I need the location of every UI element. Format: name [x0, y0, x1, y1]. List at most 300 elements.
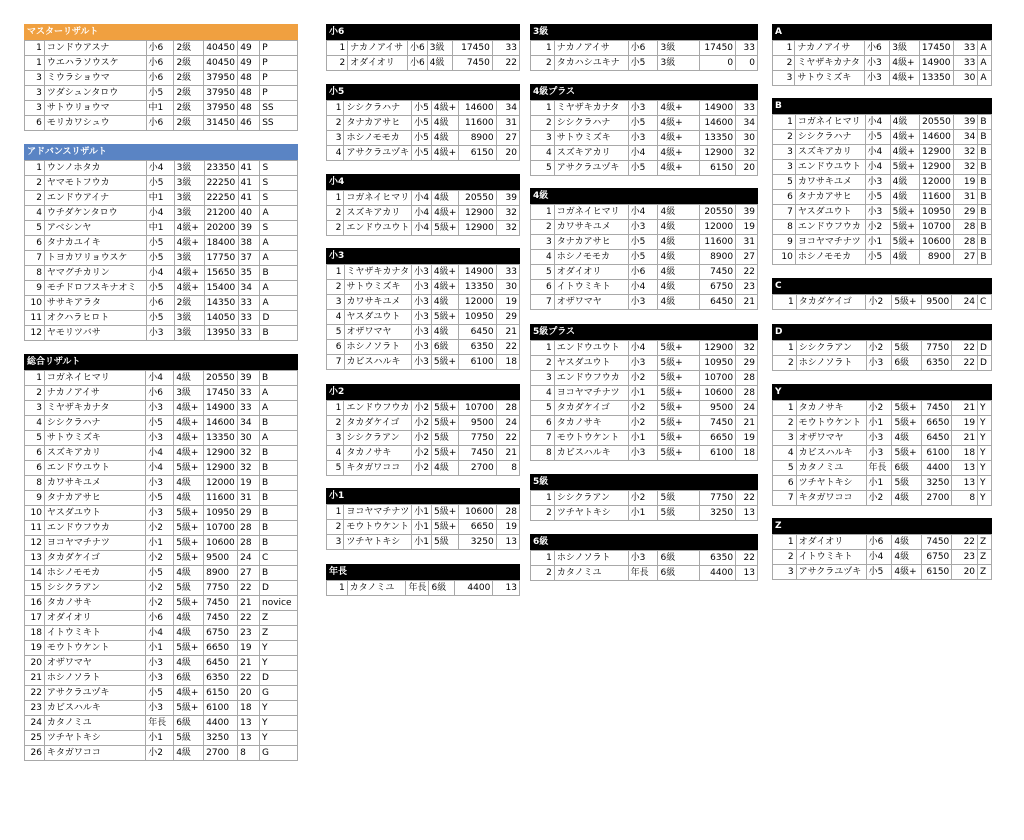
score-cell: 6650 — [459, 520, 496, 535]
count-cell: 41 — [238, 161, 260, 176]
kyu-cell: 4級+ — [174, 686, 204, 701]
table-row — [327, 401, 520, 416]
grade-cell: 小5 — [146, 176, 174, 191]
table-row — [773, 446, 992, 461]
kyu-cell: 4級+ — [890, 145, 920, 160]
class-cell: A — [260, 401, 298, 416]
score-cell: 10600 — [700, 386, 736, 401]
class-cell: C — [260, 551, 298, 566]
score-cell: 6350 — [922, 356, 952, 371]
table-row — [25, 656, 298, 671]
grade-cell: 小2 — [146, 596, 174, 611]
grade-cell: 小4 — [146, 371, 174, 386]
rank-cell: 4 — [327, 146, 344, 161]
count-cell: 21 — [238, 596, 260, 611]
count-cell: 39 — [736, 205, 758, 220]
name-cell: ホシノソラト — [44, 671, 145, 686]
rank-cell: 3 — [25, 101, 45, 116]
kyu-cell: 5級+ — [174, 551, 204, 566]
grade-cell: 小4 — [146, 266, 174, 281]
rank-cell: 22 — [25, 686, 45, 701]
count-cell: 22 — [496, 431, 519, 446]
grade-cell: 小6 — [865, 41, 890, 56]
rank-cell: 6 — [25, 446, 45, 461]
grade-cell: 小3 — [412, 295, 432, 310]
table-row — [25, 71, 298, 86]
rank-cell: 4 — [531, 386, 555, 401]
grade-cell: 小2 — [628, 416, 658, 431]
count-cell: 32 — [496, 221, 519, 236]
score-cell: 11600 — [700, 235, 736, 250]
name-cell: オザワマヤ — [796, 431, 866, 446]
kyu-cell: 5級+ — [431, 310, 458, 325]
name-cell: タナカアサヒ — [44, 491, 145, 506]
score-cell: 17450 — [700, 41, 736, 56]
table-row — [327, 206, 520, 221]
grade-cell: 小5 — [865, 130, 890, 145]
grade-cell: 小5 — [628, 235, 658, 250]
rank-cell: 1 — [773, 341, 797, 356]
name-cell: ミヤザキカナタ — [344, 265, 412, 280]
grade-cell: 小4 — [865, 115, 890, 130]
score-cell: 13350 — [700, 131, 736, 146]
name-cell: エンドウフウカ — [344, 401, 412, 416]
grade-cell: 小3 — [866, 446, 892, 461]
score-cell: 2700 — [204, 746, 238, 761]
overall-result-section — [24, 354, 298, 761]
class-cell: Y — [978, 446, 992, 461]
count-cell: 24 — [238, 551, 260, 566]
grade-cell: 小5 — [865, 190, 890, 205]
count-cell: 8 — [238, 746, 260, 761]
table-row — [531, 116, 758, 131]
table-row — [25, 491, 298, 506]
grade-cell: 小6 — [146, 386, 174, 401]
table-row — [327, 340, 520, 355]
score-cell: 3250 — [204, 731, 238, 746]
count-cell: 18 — [952, 446, 978, 461]
class-cell: G — [260, 746, 298, 761]
name-cell: ヤマモトフウカ — [44, 176, 146, 191]
table-row — [531, 265, 758, 280]
table-row — [327, 56, 520, 71]
rank-cell: 8 — [25, 266, 45, 281]
result-table — [530, 204, 758, 310]
rank-cell: 8 — [773, 220, 796, 235]
name-cell: ヤスダユウト — [44, 506, 145, 521]
class-cell: S — [260, 191, 298, 206]
section-title: D — [772, 324, 992, 340]
name-cell: シシクラハナ — [44, 416, 145, 431]
count-cell: 19 — [238, 476, 260, 491]
rank-cell: 14 — [25, 566, 45, 581]
class-cell: P — [260, 41, 298, 56]
grade-cell: 小1 — [628, 386, 658, 401]
score-cell: 11600 — [920, 190, 954, 205]
name-cell: タカダケイゴ — [796, 295, 866, 310]
kyu-cell: 4級 — [658, 220, 700, 235]
rank-cell: 3 — [773, 431, 797, 446]
kyu-cell: 4級+ — [658, 161, 700, 176]
score-cell: 15650 — [204, 266, 238, 281]
score-cell: 37950 — [204, 71, 238, 86]
count-cell: 22 — [952, 341, 978, 356]
table-row — [25, 566, 298, 581]
count-cell: 22 — [736, 551, 758, 566]
grade-cell: 小4 — [628, 341, 658, 356]
name-cell: タカダケイゴ — [344, 416, 412, 431]
result-table — [326, 190, 520, 236]
score-cell: 8900 — [700, 250, 736, 265]
class-cell: A — [978, 71, 992, 86]
section-title: 小4 — [326, 174, 520, 190]
grade-cell: 小5 — [628, 56, 658, 71]
rank-cell: 7 — [773, 205, 796, 220]
score-cell: 20550 — [700, 205, 736, 220]
class-cell: Y — [260, 731, 298, 746]
name-cell: カワサキユメ — [44, 476, 145, 491]
score-cell: 7450 — [204, 611, 238, 626]
name-cell: アベシンヤ — [44, 221, 146, 236]
score-cell: 6750 — [922, 550, 952, 565]
kyu-cell: 4級 — [892, 431, 922, 446]
result-table — [326, 40, 520, 71]
table-row — [531, 566, 758, 581]
grade-cell: 小5 — [412, 146, 432, 161]
rank-cell: 5 — [327, 325, 345, 340]
result-table — [772, 400, 992, 506]
kyu-cell: 5級+ — [892, 416, 922, 431]
grade-cell: 小3 — [146, 401, 174, 416]
score-cell: 37950 — [204, 86, 238, 101]
class-cell: D — [260, 671, 298, 686]
count-cell: 30 — [953, 71, 978, 86]
grade-cell: 小4 — [628, 205, 658, 220]
name-cell: エンドウユウト — [44, 461, 145, 476]
kyu-cell: 3級 — [174, 386, 204, 401]
result-table — [530, 100, 758, 176]
score-cell: 6450 — [459, 325, 496, 340]
table-row — [773, 56, 992, 71]
table-row — [25, 161, 298, 176]
score-cell: 23350 — [204, 161, 238, 176]
rank-cell: 6 — [531, 416, 555, 431]
count-cell: 48 — [238, 86, 260, 101]
score-cell: 12900 — [920, 160, 954, 175]
name-cell: エンドウフウカ — [795, 220, 865, 235]
rank-cell: 5 — [327, 461, 344, 476]
class-cell: Y — [978, 416, 992, 431]
kyu-cell: 2級 — [174, 101, 204, 116]
rank-cell: 7 — [25, 251, 45, 266]
score-cell: 8900 — [920, 250, 954, 265]
grade2-section — [326, 384, 520, 476]
rank-cell: 6 — [531, 280, 555, 295]
class-cell: P — [260, 71, 298, 86]
count-cell: 35 — [238, 266, 260, 281]
kyu-cell: 5級 — [892, 341, 922, 356]
class-cell: Y — [260, 641, 298, 656]
score-cell: 6150 — [204, 686, 238, 701]
name-cell: エンドウユウト — [344, 221, 412, 236]
count-cell: 22 — [238, 671, 260, 686]
kyu-cell: 4級+ — [174, 221, 204, 236]
count-cell: 24 — [496, 416, 519, 431]
grade-cell: 小2 — [628, 491, 658, 506]
class-cell: Y — [978, 476, 992, 491]
name-cell: シシクラアン — [344, 431, 412, 446]
section-title: 小2 — [326, 384, 520, 400]
name-cell: ホシノソラト — [796, 356, 866, 371]
master-result-section — [24, 24, 298, 131]
class-cell: SS — [260, 116, 298, 131]
rank-cell: 2 — [327, 206, 344, 221]
grade-cell: 小1 — [628, 506, 658, 521]
count-cell: 22 — [736, 265, 758, 280]
section-title: B — [772, 98, 992, 114]
kyu-cell: 4級 — [658, 280, 700, 295]
kyu-cell: 5級 — [174, 731, 204, 746]
score-cell: 8900 — [204, 566, 238, 581]
kyu-cell: 5級+ — [432, 505, 459, 520]
count-cell: 41 — [238, 176, 260, 191]
grade-cell: 小5 — [146, 311, 174, 326]
kyu-cell: 4級+ — [431, 280, 458, 295]
count-cell: 33 — [238, 311, 260, 326]
section-title: 3級 — [530, 24, 758, 40]
score-cell: 14600 — [920, 130, 954, 145]
table-row — [531, 131, 758, 146]
kyu-cell: 4級 — [658, 205, 700, 220]
class-cell: G — [260, 686, 298, 701]
kyu-cell: 4級+ — [431, 101, 458, 116]
grade-cell: 小3 — [412, 265, 432, 280]
grade-cell: 小4 — [412, 191, 432, 206]
count-cell: 49 — [238, 56, 260, 71]
name-cell: ヨコヤマチナツ — [554, 386, 628, 401]
table-row — [25, 416, 298, 431]
count-cell: 19 — [496, 295, 519, 310]
kyu-cell: 3級 — [174, 191, 204, 206]
rank-cell: 6 — [327, 340, 345, 355]
result-table — [772, 114, 992, 265]
result-table — [24, 370, 298, 761]
table-row — [327, 355, 520, 370]
kyu-cell: 2級 — [174, 86, 204, 101]
rank-cell: 1 — [773, 295, 797, 310]
grade-cell: 小6 — [146, 71, 174, 86]
table-row — [327, 325, 520, 340]
grade3-section — [326, 248, 520, 370]
score-cell: 7450 — [922, 401, 952, 416]
count-cell: 23 — [736, 280, 758, 295]
count-cell: 19 — [953, 175, 978, 190]
kyu-cell: 5級+ — [432, 416, 459, 431]
name-cell: ヤスダユウト — [795, 205, 865, 220]
name-cell: エンドウアイナ — [44, 191, 146, 206]
score-cell: 6100 — [922, 446, 952, 461]
count-cell: 19 — [238, 641, 260, 656]
count-cell: 34 — [496, 101, 519, 116]
grade-cell: 小5 — [146, 236, 174, 251]
score-cell: 40450 — [204, 56, 238, 71]
name-cell: カタノミユ — [347, 581, 406, 596]
count-cell: 39 — [238, 371, 260, 386]
rank-cell: 1 — [327, 581, 348, 596]
section-title: A — [772, 24, 992, 40]
count-cell: 32 — [953, 145, 978, 160]
rank-cell: 1 — [327, 191, 344, 206]
kyu-cell: 4級 — [431, 116, 458, 131]
kyu-cell: 5級+ — [431, 355, 458, 370]
name-cell: ウンノホタカ — [44, 161, 146, 176]
kyu5-section — [530, 474, 758, 521]
kyu-cell: 4級+ — [890, 56, 920, 71]
kyu-cell: 5級+ — [892, 295, 922, 310]
score-cell: 9500 — [459, 416, 496, 431]
rank-cell: 3 — [773, 71, 795, 86]
table-row — [327, 431, 520, 446]
kyu4-section — [530, 188, 758, 310]
name-cell: ヨコヤマチナツ — [44, 536, 145, 551]
score-cell: 10700 — [700, 371, 736, 386]
score-cell: 10700 — [920, 220, 954, 235]
kyu-cell: 5級 — [174, 581, 204, 596]
score-cell: 18400 — [204, 236, 238, 251]
table-row — [531, 41, 758, 56]
class-cell: Z — [978, 565, 992, 580]
count-cell: 22 — [238, 611, 260, 626]
count-cell: 21 — [496, 446, 519, 461]
name-cell: ヨコヤマチナツ — [344, 505, 412, 520]
grade-cell: 小4 — [146, 446, 174, 461]
kyu-cell: 4級 — [174, 656, 204, 671]
name-cell: ホシノソラト — [554, 551, 628, 566]
section-title: 小5 — [326, 84, 520, 100]
count-cell: 27 — [953, 250, 978, 265]
name-cell: ホシノモモカ — [44, 566, 145, 581]
kyu-cell: 4級+ — [658, 146, 700, 161]
table-row — [773, 416, 992, 431]
score-cell: 20550 — [920, 115, 954, 130]
count-cell: 46 — [238, 116, 260, 131]
count-cell: 19 — [736, 220, 758, 235]
name-cell: ツチヤトキシ — [554, 506, 628, 521]
kyu-cell: 5級+ — [432, 221, 459, 236]
rank-cell: 7 — [773, 491, 797, 506]
count-cell: 23 — [952, 550, 978, 565]
kyu-cell: 5級+ — [658, 446, 700, 461]
kyu-cell: 4級 — [658, 295, 700, 310]
count-cell: 28 — [953, 220, 978, 235]
score-cell: 10950 — [204, 506, 238, 521]
grade-cell: 小5 — [865, 250, 890, 265]
grade-cell: 年長 — [866, 461, 892, 476]
kyu-cell: 5級+ — [432, 520, 459, 535]
name-cell: サトウリョウマ — [44, 101, 146, 116]
score-cell: 2700 — [922, 491, 952, 506]
rank-d-section — [772, 324, 992, 371]
kyu-cell: 5級+ — [658, 401, 700, 416]
count-cell: 34 — [953, 130, 978, 145]
class-cell: B — [978, 205, 992, 220]
rank-cell: 3 — [25, 86, 45, 101]
score-cell: 10600 — [920, 235, 954, 250]
class-cell: B — [978, 190, 992, 205]
grade-cell: 小3 — [412, 355, 432, 370]
count-cell: 13 — [736, 566, 758, 581]
name-cell: アサクラユヅキ — [44, 686, 145, 701]
class-cell: B — [978, 160, 992, 175]
count-cell: 39 — [953, 115, 978, 130]
kyu-cell: 5級+ — [174, 461, 204, 476]
score-cell: 12900 — [700, 146, 736, 161]
count-cell: 33 — [238, 296, 260, 311]
rank-cell: 9 — [25, 281, 45, 296]
grade-cell: 小1 — [412, 520, 432, 535]
grade-cell: 小3 — [146, 701, 174, 716]
table-row — [531, 446, 758, 461]
count-cell: 33 — [953, 56, 978, 71]
table-row — [25, 371, 298, 386]
rank-cell: 5 — [773, 461, 797, 476]
table-row — [327, 221, 520, 236]
name-cell: ミヤザキカナタ — [44, 401, 145, 416]
table-row — [25, 251, 298, 266]
kyu-cell: 3級 — [174, 326, 204, 341]
kyu-cell: 4級+ — [658, 131, 700, 146]
grade-cell: 小1 — [146, 731, 174, 746]
table-row — [531, 371, 758, 386]
table-row — [327, 41, 520, 56]
rank-cell: 2 — [327, 221, 344, 236]
class-cell: Y — [978, 491, 992, 506]
kyu-cell: 4級 — [892, 535, 922, 550]
score-cell: 12900 — [204, 446, 238, 461]
name-cell: カタノミユ — [554, 566, 628, 581]
score-cell: 6650 — [922, 416, 952, 431]
grade-cell: 小6 — [628, 265, 658, 280]
count-cell: 28 — [496, 401, 519, 416]
count-cell: 21 — [952, 431, 978, 446]
grade-cell: 小2 — [866, 341, 892, 356]
table-row — [327, 295, 520, 310]
kyu-cell: 6級 — [892, 461, 922, 476]
score-cell: 14900 — [919, 56, 953, 71]
table-row — [25, 506, 298, 521]
rank-cell: 20 — [25, 656, 45, 671]
count-cell: 28 — [238, 521, 260, 536]
rank-cell: 11 — [25, 521, 45, 536]
kyu-cell: 4級+ — [174, 446, 204, 461]
rank-cell: 7 — [327, 355, 345, 370]
count-cell: 27 — [238, 566, 260, 581]
count-cell: 24 — [736, 401, 758, 416]
score-cell: 3250 — [922, 476, 952, 491]
name-cell: カワサキユメ — [344, 295, 412, 310]
table-row — [531, 101, 758, 116]
name-cell: ホシノモモカ — [554, 250, 628, 265]
grade-cell: 中1 — [146, 221, 174, 236]
table-row — [25, 101, 298, 116]
class-cell: B — [260, 536, 298, 551]
table-row — [327, 280, 520, 295]
class-cell: Y — [260, 656, 298, 671]
class-cell: A — [978, 56, 992, 71]
grade-cell: 小5 — [146, 416, 174, 431]
kyu-cell: 5級+ — [658, 341, 700, 356]
name-cell: カビスハルキ — [796, 446, 866, 461]
